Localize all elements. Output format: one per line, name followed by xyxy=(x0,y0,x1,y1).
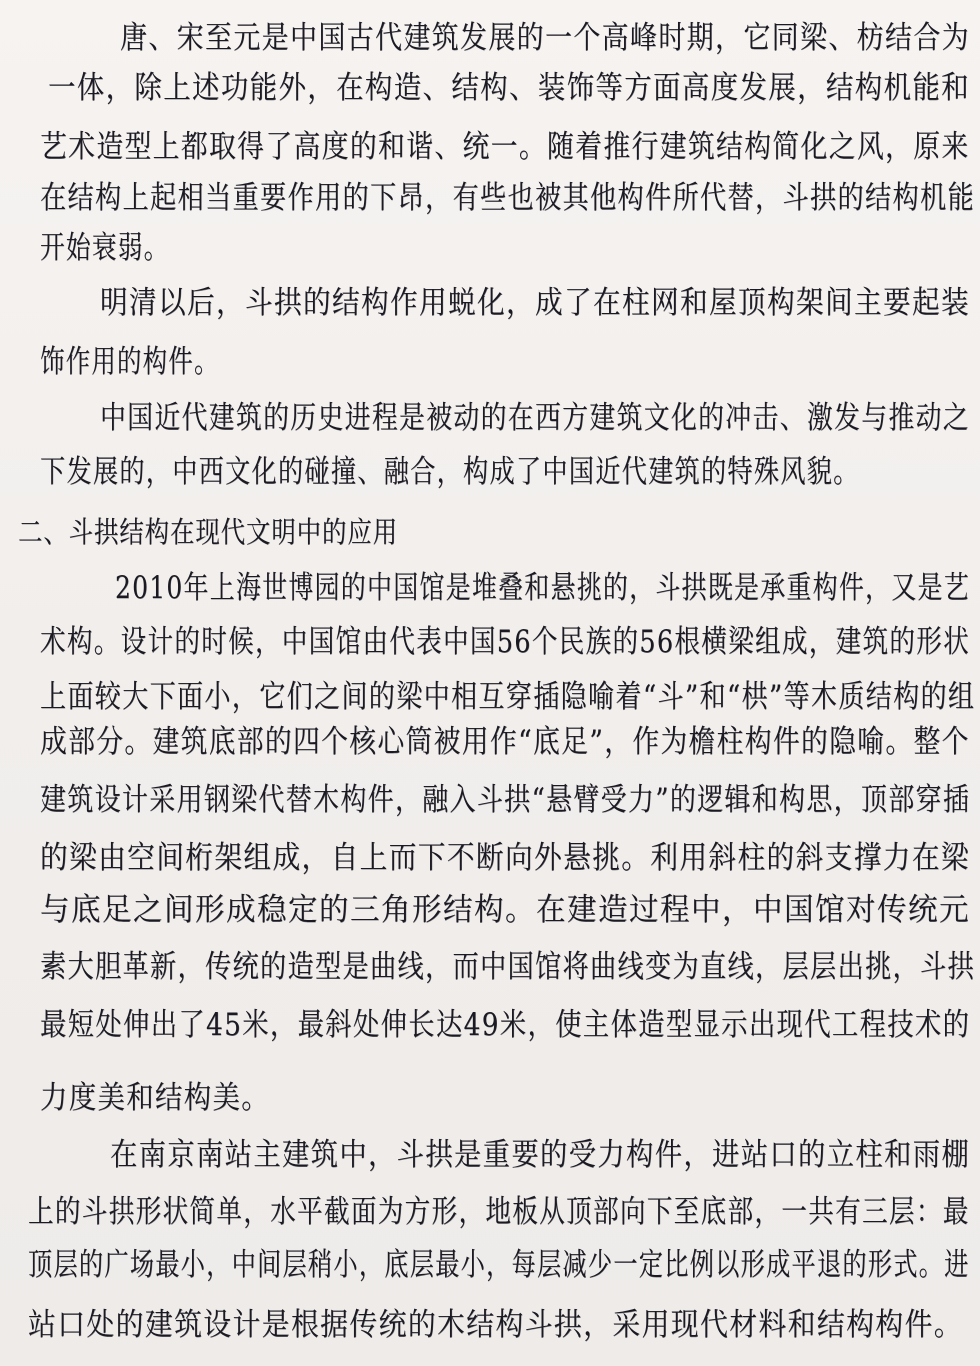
text-line: 饰作用的构件。 xyxy=(40,344,220,380)
text-line: 一体，除上述功能外，在构造、结构、装饰等方面高度发展，结构机能和 xyxy=(48,70,970,106)
text-line: 唐、宋至元是中国古代建筑发展的一个高峰时期，它同梁、枋结合为 xyxy=(120,20,971,56)
text-line: 上的斗拱形状简单，水平截面为方形，地板从顶部向下至底部，一共有三层：最 xyxy=(28,1194,970,1230)
text-line: 明清以后，斗拱的结构作用蜕化，成了在柱网和屋顶构架间主要起装 xyxy=(100,285,970,321)
text-line: 艺术造型上都取得了高度的和谐、统一。随着推行建筑结构简化之风，原来 xyxy=(40,129,970,165)
text-line: 建筑设计采用钢梁代替木构件，融入斗拱“悬臂受力”的逻辑和构思，顶部穿插 xyxy=(40,782,971,818)
text-line: 中国近代建筑的历史进程是被动的在西方建筑文化的冲击、激发与推动之 xyxy=(100,400,970,436)
text-line: 顶层的广场最小，中间层稍小，底层最小，每层减少一定比例以形成平退的形式。进 xyxy=(28,1247,970,1283)
text-line: 开始衰弱。 xyxy=(40,230,170,266)
text-line: 在南京南站主建筑中，斗拱是重要的受力构件，进站口的立柱和雨棚 xyxy=(110,1137,971,1173)
text-line: 术构。设计的时候，中国馆由代表中国56个民族的56根横梁组成，建筑的形状 xyxy=(40,624,970,660)
text-line: 的梁由空间桁架组成，自上而下不断向外悬挑。利用斜柱的斜支撑力在梁 xyxy=(40,840,970,876)
text-line: 最短处伸出了45米，最斜处伸长达49米，使主体造型显示出现代工程技术的 xyxy=(40,1007,971,1043)
text-line: 素大胆革新，传统的造型是曲线，而中国馆将曲线变为直线，层层出挑，斗拱 xyxy=(40,949,976,985)
text-line: 与底足之间形成稳定的三角形结构。在建造过程中，中国馆对传统元 xyxy=(40,892,970,928)
section-heading: 二、斗拱结构在现代文明中的应用 xyxy=(18,515,398,549)
text-line: 下发展的，中西文化的碰撞、融合，构成了中国近代建筑的特殊风貌。 xyxy=(40,454,860,490)
text-line: 2010年上海世博园的中国馆是堆叠和悬挑的，斗拱既是承重构件，又是艺 xyxy=(115,570,970,606)
text-line: 在结构上起相当重要作用的下昂，有些也被其他构件所代替，斗拱的结构机能 xyxy=(40,180,976,216)
text-line: 成部分。建筑底部的四个核心筒被用作“底足”，作为檐柱构件的隐喻。整个 xyxy=(40,724,970,760)
text-line: 上面较大下面小，它们之间的梁中相互穿插隐喻着“斗”和“栱”等木质结构的组 xyxy=(40,679,976,715)
text-line: 力度美和结构美。 xyxy=(40,1080,270,1116)
text-line: 站口处的建筑设计是根据传统的木结构斗拱，采用现代材料和结构构件。 xyxy=(28,1307,963,1343)
